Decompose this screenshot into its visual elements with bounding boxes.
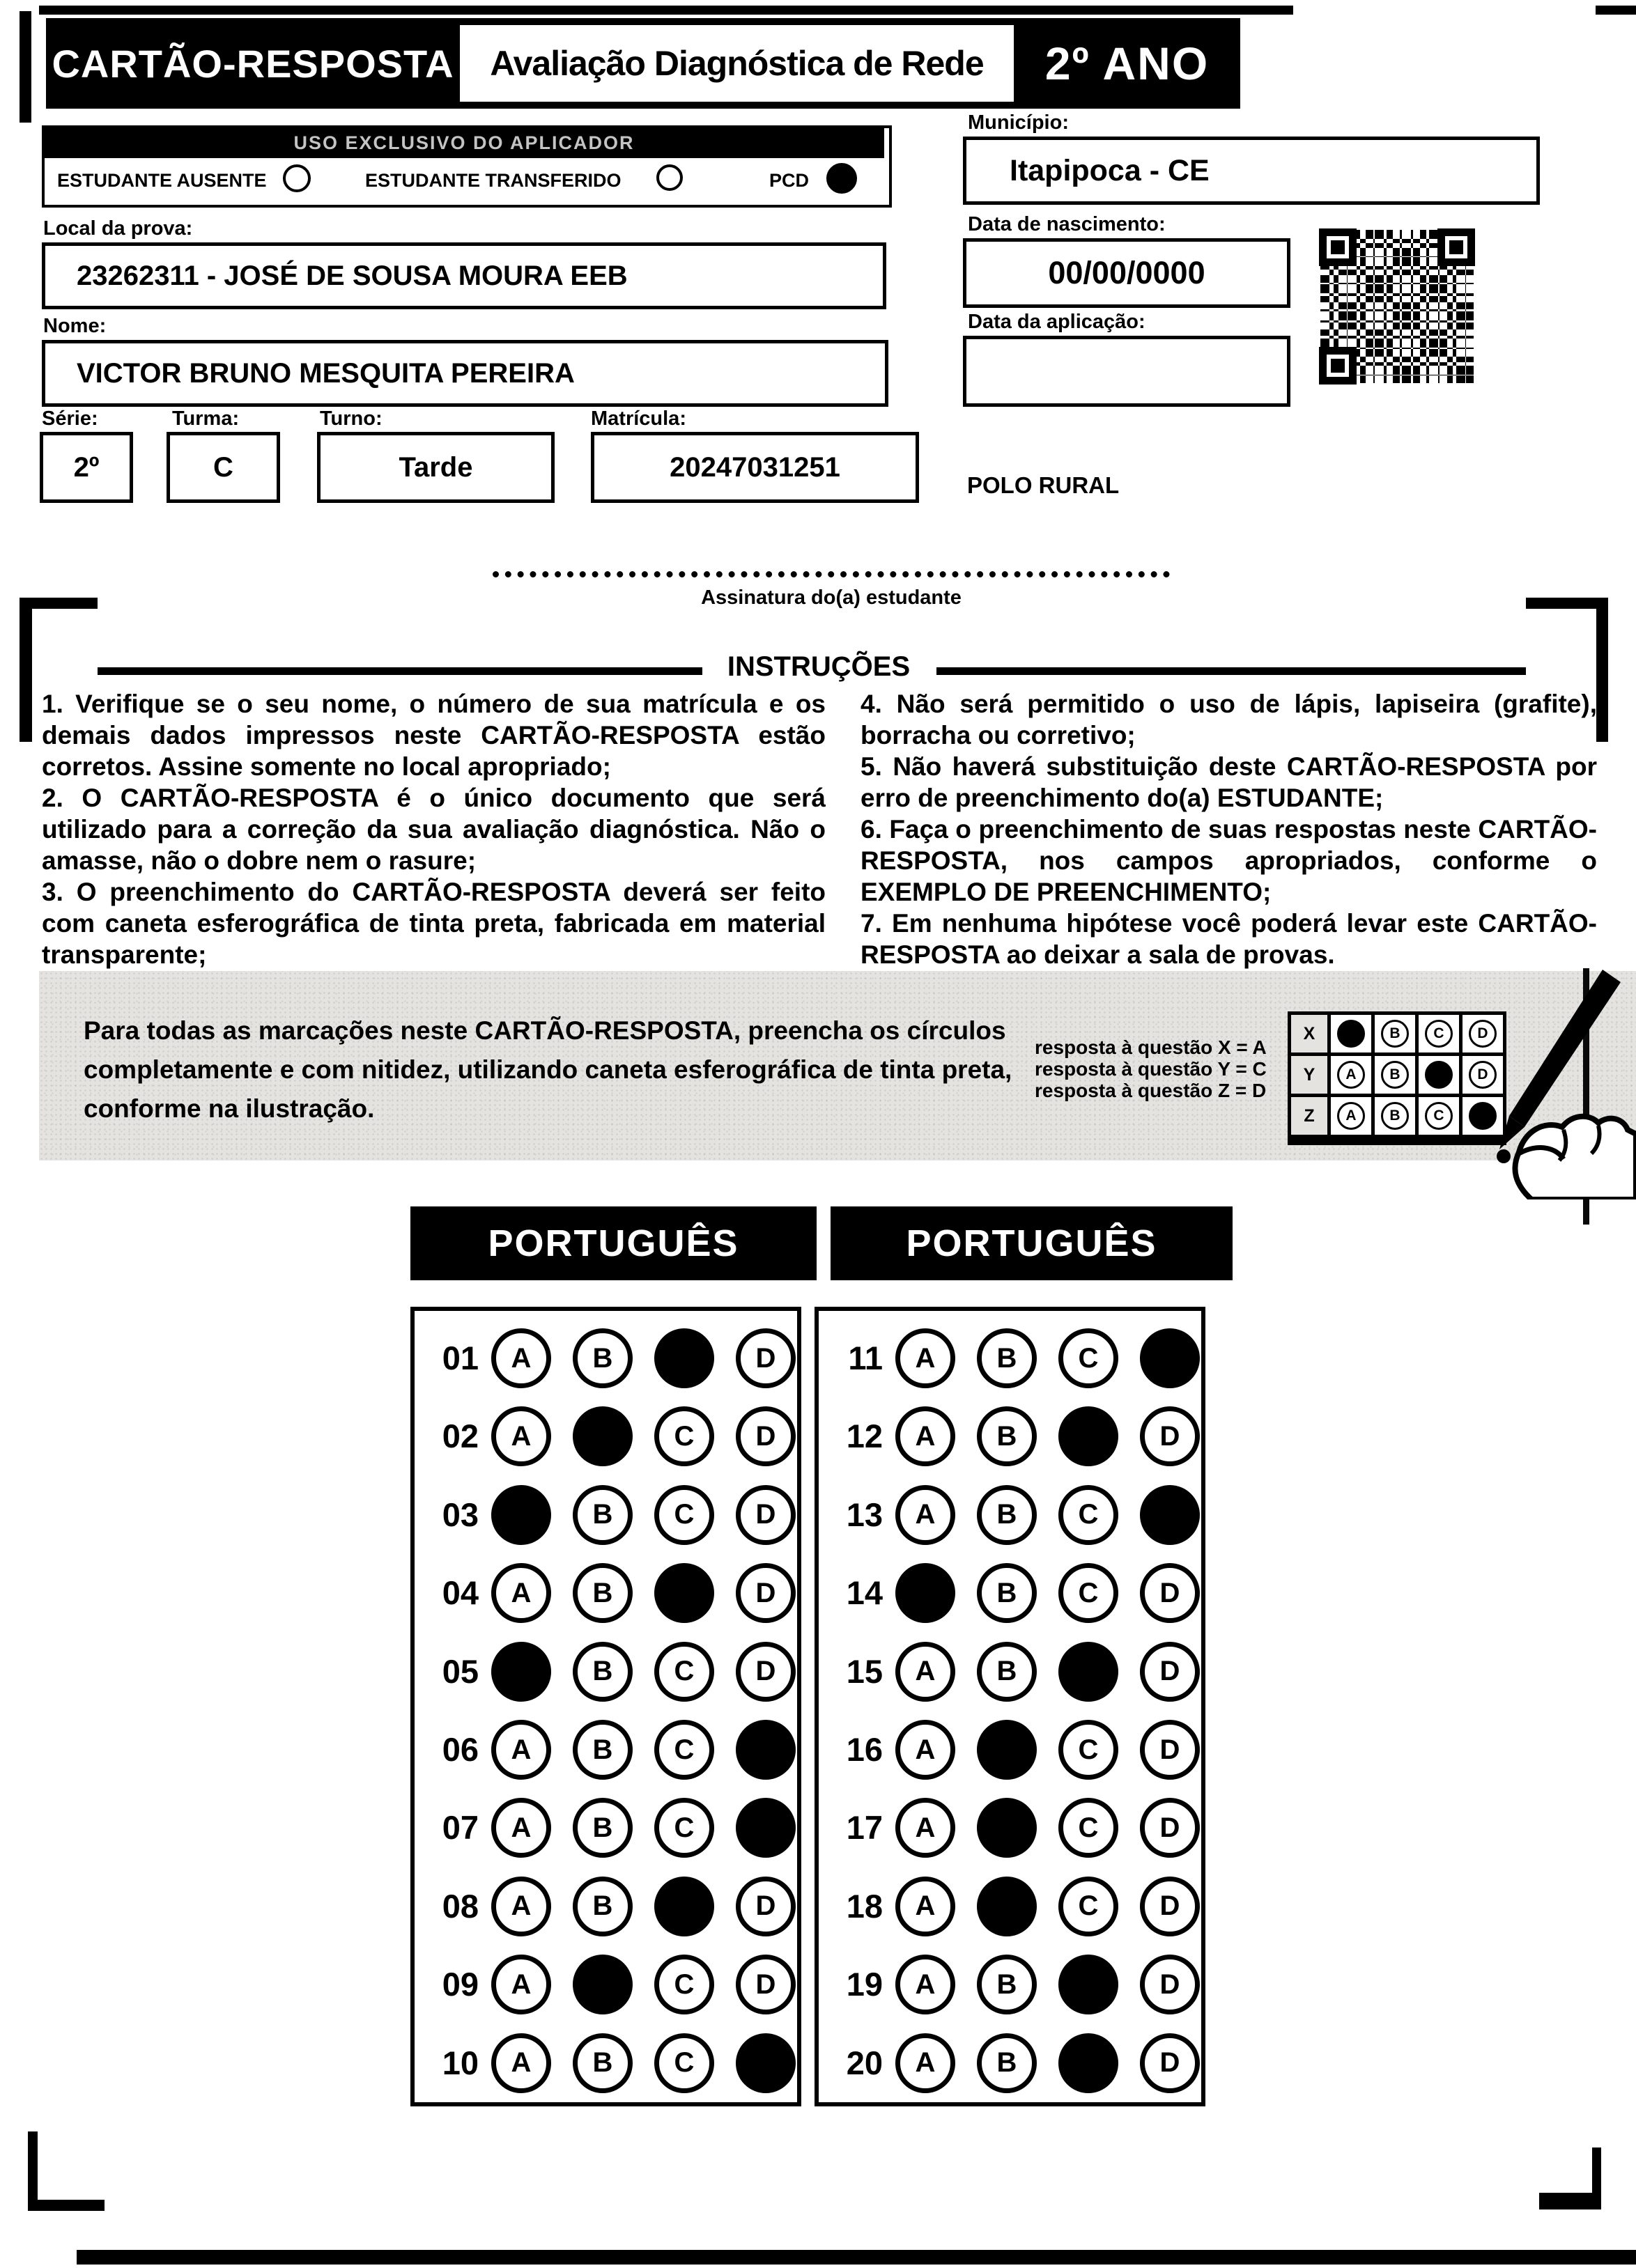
bubble-q01-D[interactable] (736, 1328, 796, 1388)
example-cell (1419, 1015, 1459, 1053)
nome-label: Nome: (43, 315, 107, 337)
question-row-14 (819, 1563, 1201, 1623)
bubble-q14-B[interactable] (977, 1563, 1037, 1623)
bubble-q13-C[interactable] (1058, 1485, 1118, 1545)
legend-line: resposta à questão Z = D (1035, 1080, 1267, 1101)
bubble-letter: A (511, 1968, 532, 2000)
bubble-letter: C (1078, 1577, 1099, 1608)
applicator-box (42, 125, 892, 208)
bubble-q16-D[interactable] (1140, 1720, 1200, 1780)
example-bubble-X-A (1337, 1020, 1365, 1048)
instruction-item: 1. Verifique se o seu nome, o número de sua matrícula e os demais dados impressos neste CARTÃO-RESPOSTA estão corretos. Assine somente no local apropriado; (42, 690, 826, 781)
question-number: 08 (442, 1887, 479, 1925)
left-registration-tick (20, 11, 31, 123)
bubble-q03-A[interactable] (491, 1485, 551, 1545)
bubble-q02-B[interactable] (573, 1406, 633, 1466)
bubble-letter: B (592, 1499, 613, 1530)
turno-value: Tarde (399, 451, 473, 483)
instruction-item: 7. Em nenhuma hipótese você poderá levar este CARTÃO-RESPOSTA ao deixar a sala de provas. (861, 909, 1597, 969)
bubble-q15-C[interactable] (1058, 1642, 1118, 1702)
bubble-letter: D (1159, 1734, 1180, 1765)
bubble-q11-B[interactable] (977, 1328, 1037, 1388)
bubble-letter: C (674, 1968, 695, 2000)
bubble-q05-B[interactable] (573, 1642, 633, 1702)
example-bubble-Z-B: B (1381, 1102, 1409, 1130)
bottom-left-bracket-v (28, 2131, 38, 2211)
example-row-label: Z (1291, 1097, 1327, 1135)
question-row-13 (819, 1485, 1201, 1545)
example-bubble-Z-A: A (1337, 1102, 1365, 1130)
question-number: 19 (846, 1966, 883, 2003)
question-number: 12 (846, 1418, 883, 1455)
bubble-q18-B[interactable] (977, 1877, 1037, 1936)
bubble-q11-A[interactable] (895, 1328, 955, 1388)
bottom-registration-bar (77, 2250, 1636, 2265)
estudante-transferido-circle[interactable] (656, 164, 683, 191)
bubble-q03-B[interactable] (573, 1485, 633, 1545)
bubble-q10-C[interactable] (654, 2033, 714, 2093)
local-box (42, 242, 886, 309)
bubble-q09-C[interactable] (654, 1955, 714, 2014)
example-cell (1463, 1097, 1503, 1135)
instruction-item: 6. Faça o preenchimento de suas respostas neste CARTÃO-RESPOSTA, nos campos apropriados, conforme o EXEMPLO DE PREENCHIMENTO; (861, 815, 1597, 906)
example-mini-grid (1288, 1011, 1506, 1145)
example-cell (1375, 1015, 1415, 1053)
municipio-label: Município: (968, 111, 1069, 134)
bubble-letter: B (592, 1890, 613, 1922)
bubble-letter: A (915, 1734, 936, 1765)
bubble-q11-C[interactable] (1058, 1328, 1118, 1388)
question-row-18 (819, 1877, 1201, 1936)
instruction-item: 2. O CARTÃO-RESPOSTA é o único documento que será utilizado para a correção da sua avaliação diagnóstica. Não o amasse, não o dobre nem o rasure; (42, 784, 826, 875)
question-row-05 (415, 1642, 797, 1702)
nascimento-value: 00/00/0000 (1048, 255, 1205, 290)
estudante-transferido-label: ESTUDANTE TRANSFERIDO (365, 170, 622, 191)
instruction-item: 5. Não haverá substituição deste CARTÃO-RESPOSTA por erro de preenchimento do(a) ESTUDANTE; (861, 752, 1597, 812)
qr-code (1320, 230, 1474, 383)
qr-finder-topleft (1319, 228, 1357, 266)
serie-label: Série: (42, 407, 98, 430)
bubble-letter: C (674, 1734, 695, 1765)
bubble-letter: D (755, 1420, 776, 1452)
example-bubble-Z-D (1469, 1102, 1497, 1130)
bubble-q04-C[interactable] (654, 1563, 714, 1623)
question-row-09 (415, 1955, 797, 2014)
instructions-title: INSTRUÇÕES (727, 651, 911, 682)
bubble-letter: B (996, 1577, 1017, 1608)
bubble-letter: C (1078, 1890, 1099, 1922)
question-row-11 (819, 1328, 1201, 1388)
question-number: 14 (846, 1574, 883, 1612)
bubble-q19-D[interactable] (1140, 1955, 1200, 2014)
bubble-q13-B[interactable] (977, 1485, 1037, 1545)
local-value: 23262311 - JOSÉ DE SOUSA MOURA EEB (77, 260, 628, 291)
bubble-letter: B (592, 2047, 613, 2079)
bubble-q04-B[interactable] (573, 1563, 633, 1623)
question-number: 17 (846, 1809, 883, 1847)
bubble-q10-A[interactable] (491, 2033, 551, 2093)
bubble-letter: A (915, 1812, 936, 1843)
question-number: 15 (846, 1652, 883, 1690)
bubble-letter: C (1078, 1734, 1099, 1765)
municipio-box (963, 137, 1540, 205)
municipio-value: Itapipoca - CE (1010, 153, 1210, 187)
example-bubble-Y-A: A (1337, 1061, 1365, 1089)
bubble-q07-A[interactable] (491, 1798, 551, 1858)
bubble-q01-A[interactable] (491, 1328, 551, 1388)
bubble-letter: D (1159, 1420, 1180, 1452)
bubble-q08-C[interactable] (654, 1877, 714, 1936)
bubble-q06-B[interactable] (573, 1720, 633, 1780)
bubble-q09-A[interactable] (491, 1955, 551, 2014)
bubble-q06-D[interactable] (736, 1720, 796, 1780)
bubble-letter: B (592, 1577, 613, 1608)
bubble-letter: C (1078, 1342, 1099, 1374)
bubble-letter: D (755, 1499, 776, 1530)
bubble-q14-A[interactable] (895, 1563, 955, 1623)
bubble-letter: B (996, 2047, 1017, 2079)
question-row-16 (819, 1720, 1201, 1780)
question-number: 06 (442, 1731, 479, 1768)
bubble-q10-B[interactable] (573, 2033, 633, 2093)
example-legend (1035, 1036, 1267, 1101)
bubble-q01-C[interactable] (654, 1328, 714, 1388)
question-number: 03 (442, 1496, 479, 1533)
bubble-letter: A (511, 1420, 532, 1452)
qr-finder-topright (1437, 228, 1475, 266)
question-number: 05 (442, 1652, 479, 1690)
bubble-q18-C[interactable] (1058, 1877, 1118, 1936)
example-bubble-X-B: B (1381, 1020, 1409, 1048)
example-bubble-Y-D: D (1469, 1061, 1497, 1089)
bubble-q01-B[interactable] (573, 1328, 633, 1388)
aplicacao-label: Data da aplicação: (968, 311, 1145, 333)
bubble-q17-A[interactable] (895, 1798, 955, 1858)
pcd-label: PCD (769, 170, 810, 191)
bubble-letter: D (1159, 1656, 1180, 1687)
question-number: 09 (442, 1966, 479, 2003)
instructions-left-column (42, 688, 826, 970)
bubble-letter: D (1159, 1812, 1180, 1843)
example-cell (1331, 1015, 1371, 1053)
bubble-q15-D[interactable] (1140, 1642, 1200, 1702)
bubble-q19-A[interactable] (895, 1955, 955, 2014)
example-cell (1419, 1056, 1459, 1094)
bubble-q06-C[interactable] (654, 1720, 714, 1780)
bubble-letter: B (592, 1734, 613, 1765)
example-cell (1463, 1056, 1503, 1094)
turma-value: C (213, 451, 233, 483)
matricula-value: 20247031251 (670, 451, 840, 483)
bubble-letter: A (915, 1968, 936, 2000)
example-bubble-X-C: C (1425, 1020, 1453, 1048)
instructions-right-column (861, 688, 1597, 970)
bubble-letter: A (511, 1812, 532, 1843)
instruction-item: 3. O preenchimento do CARTÃO-RESPOSTA deverá ser feito com caneta esferográfica de tinta preta, fabricada em material transparente; (42, 878, 826, 969)
bubble-letter: A (511, 1734, 532, 1765)
nascimento-label: Data de nascimento: (968, 213, 1166, 235)
bubble-letter: B (996, 1420, 1017, 1452)
bubble-q07-D[interactable] (736, 1798, 796, 1858)
bubble-q06-A[interactable] (491, 1720, 551, 1780)
question-number: 07 (442, 1809, 479, 1847)
bubble-q03-C[interactable] (654, 1485, 714, 1545)
question-number: 20 (846, 2044, 883, 2081)
bubble-letter: A (511, 2047, 532, 2079)
turma-label: Turma: (172, 407, 240, 430)
question-number: 18 (846, 1887, 883, 1925)
question-row-01 (415, 1328, 797, 1388)
applicator-bar-label: USO EXCLUSIVO DO APLICADOR (44, 127, 884, 158)
instr-rule-left (98, 667, 702, 675)
turno-box (317, 432, 555, 503)
bubble-letter: B (592, 1812, 613, 1843)
question-row-06 (415, 1720, 797, 1780)
nome-box (42, 340, 888, 407)
bubble-q20-B[interactable] (977, 2033, 1037, 2093)
bubble-q04-D[interactable] (736, 1563, 796, 1623)
bubble-q04-A[interactable] (491, 1563, 551, 1623)
example-bubble-X-D: D (1469, 1020, 1497, 1048)
bubble-q12-D[interactable] (1140, 1406, 1200, 1466)
question-row-10 (415, 2033, 797, 2093)
bubble-letter: D (755, 1342, 776, 1374)
bubble-q12-B[interactable] (977, 1406, 1037, 1466)
bubble-letter: A (915, 1342, 936, 1374)
instr-rule-right (936, 667, 1526, 675)
assessment-title-box (460, 25, 1014, 102)
bubble-q08-D[interactable] (736, 1877, 796, 1936)
bubble-q17-C[interactable] (1058, 1798, 1118, 1858)
bubble-q05-D[interactable] (736, 1642, 796, 1702)
matricula-label: Matrícula: (591, 407, 686, 430)
example-text: Para todas as marcações neste CARTÃO-RESPOSTA, preencha os círculos completamente e com nitidez, utilizando caneta esferográfica de tinta preta, conforme na ilustração. (84, 1016, 1012, 1123)
bubble-q16-C[interactable] (1058, 1720, 1118, 1780)
legend-line: resposta à questão Y = C (1035, 1058, 1267, 1080)
assessment-title: Avaliação Diagnóstica de Rede (490, 44, 984, 83)
bubble-letter: B (996, 1968, 1017, 2000)
bubble-q12-A[interactable] (895, 1406, 955, 1466)
bubble-q10-D[interactable] (736, 2033, 796, 2093)
grade-label: 2º ANO (1044, 38, 1210, 89)
bubble-letter: D (1159, 1968, 1180, 2000)
bubble-q16-B[interactable] (977, 1720, 1037, 1780)
answer-grid-2 (815, 1307, 1205, 2106)
estudante-ausente-label: ESTUDANTE AUSENTE (57, 170, 267, 191)
estudante-ausente-circle[interactable] (283, 164, 311, 192)
bubble-letter: C (674, 1420, 695, 1452)
bubble-letter: B (592, 1342, 613, 1374)
bubble-q08-A[interactable] (491, 1877, 551, 1936)
instruction-item: 4. Não será permitido o uso de lápis, lapiseira (grafite), borracha ou corretivo; (861, 690, 1597, 749)
question-row-07 (415, 1798, 797, 1858)
bubble-q02-D[interactable] (736, 1406, 796, 1466)
example-cell (1419, 1097, 1459, 1135)
pcd-circle[interactable] (826, 163, 857, 194)
bubble-q07-B[interactable] (573, 1798, 633, 1858)
question-row-02 (415, 1406, 797, 1466)
bubble-q17-D[interactable] (1140, 1798, 1200, 1858)
example-cell (1375, 1097, 1415, 1135)
bubble-q20-A[interactable] (895, 2033, 955, 2093)
example-bubble-Y-C (1425, 1061, 1453, 1089)
bubble-q20-D[interactable] (1140, 2033, 1200, 2093)
bubble-q12-C[interactable] (1058, 1406, 1118, 1466)
bubble-letter: C (674, 1499, 695, 1530)
bubble-letter: D (1159, 1577, 1180, 1608)
instr-bracket-topright-v (1596, 598, 1608, 742)
bubble-letter: A (915, 1499, 936, 1530)
bubble-q05-A[interactable] (491, 1642, 551, 1702)
bottom-left-bracket-h (28, 2200, 105, 2211)
serie-value: 2º (73, 451, 100, 483)
bubble-letter: A (915, 1890, 936, 1922)
instr-bracket-topleft-v (20, 598, 32, 742)
card-title: CARTÃO-RESPOSTA (52, 41, 454, 86)
bubble-q02-C[interactable] (654, 1406, 714, 1466)
bubble-q19-C[interactable] (1058, 1955, 1118, 2014)
bubble-letter: C (674, 1812, 695, 1843)
bottom-right-bracket-h (1539, 2193, 1601, 2209)
example-bubble-Y-B: B (1381, 1061, 1409, 1089)
matricula-box (591, 432, 919, 503)
bubble-letter: D (1159, 2047, 1180, 2079)
subject-header-1: PORTUGUÊS (410, 1206, 817, 1280)
top-registration-bar (39, 6, 1293, 15)
bubble-letter: B (996, 1656, 1017, 1687)
bubble-letter: D (1159, 1890, 1180, 1922)
nome-value: VICTOR BRUNO MESQUITA PEREIRA (77, 357, 575, 389)
turno-label: Turno: (320, 407, 383, 430)
top-right-registration-mark (1596, 6, 1636, 15)
bubble-q16-A[interactable] (895, 1720, 955, 1780)
bubble-q02-A[interactable] (491, 1406, 551, 1466)
bubble-letter: A (511, 1342, 532, 1374)
example-bubble-Z-C: C (1425, 1102, 1453, 1130)
example-cell (1463, 1015, 1503, 1053)
question-number: 04 (442, 1574, 479, 1612)
bubble-q14-C[interactable] (1058, 1563, 1118, 1623)
bubble-letter: C (1078, 1812, 1099, 1843)
question-row-04 (415, 1563, 797, 1623)
bubble-q20-C[interactable] (1058, 2033, 1118, 2093)
bubble-letter: B (996, 1499, 1017, 1530)
signature-line[interactable] (493, 571, 1170, 577)
bubble-q03-D[interactable] (736, 1485, 796, 1545)
bubble-letter: A (915, 2047, 936, 2079)
bubble-letter: A (915, 1656, 936, 1687)
question-row-17 (819, 1798, 1201, 1858)
bubble-q07-C[interactable] (654, 1798, 714, 1858)
question-number: 10 (442, 2044, 479, 2081)
bubble-letter: D (755, 1968, 776, 2000)
serie-box (40, 432, 133, 503)
question-row-15 (819, 1642, 1201, 1702)
bubble-q05-C[interactable] (654, 1642, 714, 1702)
band-right-line (1583, 968, 1589, 1225)
nascimento-box (963, 238, 1290, 308)
bubble-q15-B[interactable] (977, 1642, 1037, 1702)
question-number: 02 (442, 1418, 479, 1455)
subject-header-2: PORTUGUÊS (831, 1206, 1233, 1280)
example-row-label: Y (1291, 1056, 1327, 1094)
bubble-q15-A[interactable] (895, 1642, 955, 1702)
question-number: 13 (846, 1496, 883, 1533)
bubble-letter: C (1078, 1499, 1099, 1530)
turma-box (167, 432, 280, 503)
bubble-q14-D[interactable] (1140, 1563, 1200, 1623)
answer-grid-1 (410, 1307, 801, 2106)
bubble-letter: C (674, 1656, 695, 1687)
example-row-label: X (1291, 1015, 1327, 1053)
question-number: 11 (848, 1339, 883, 1376)
bubble-letter: B (996, 1342, 1017, 1374)
bubble-q17-B[interactable] (977, 1798, 1037, 1858)
bubble-q18-A[interactable] (895, 1877, 955, 1936)
bubble-letter: D (755, 1656, 776, 1687)
question-number: 16 (846, 1731, 883, 1768)
bubble-q11-D[interactable] (1140, 1328, 1200, 1388)
question-row-20 (819, 2033, 1201, 2093)
example-cell (1331, 1097, 1371, 1135)
example-cell (1375, 1056, 1415, 1094)
bubble-letter: A (915, 1420, 936, 1452)
question-number: 01 (442, 1339, 479, 1376)
question-row-19 (819, 1955, 1201, 2014)
signature-label: Assinatura do(a) estudante (701, 587, 962, 609)
local-label: Local da prova: (43, 217, 193, 240)
bubble-q19-B[interactable] (977, 1955, 1037, 2014)
question-row-08 (415, 1877, 797, 1936)
bubble-q13-A[interactable] (895, 1485, 955, 1545)
question-row-12 (819, 1406, 1201, 1466)
bubble-letter: C (674, 2047, 695, 2079)
bubble-letter: B (592, 1656, 613, 1687)
bubble-letter: A (511, 1890, 532, 1922)
bubble-q09-D[interactable] (736, 1955, 796, 2014)
aplicacao-box (963, 336, 1290, 407)
bubble-q08-B[interactable] (573, 1877, 633, 1936)
bubble-q18-D[interactable] (1140, 1877, 1200, 1936)
question-row-03 (415, 1485, 797, 1545)
legend-line: resposta à questão X = A (1035, 1036, 1267, 1058)
qr-finder-bottomleft (1319, 347, 1357, 385)
bubble-letter: A (511, 1577, 532, 1608)
example-cell (1331, 1056, 1371, 1094)
header (46, 18, 1240, 109)
polo-label: POLO RURAL (967, 472, 1120, 498)
bubble-letter: D (755, 1890, 776, 1922)
bubble-q09-B[interactable] (573, 1955, 633, 2014)
bubble-letter: D (755, 1577, 776, 1608)
bubble-q13-D[interactable] (1140, 1485, 1200, 1545)
